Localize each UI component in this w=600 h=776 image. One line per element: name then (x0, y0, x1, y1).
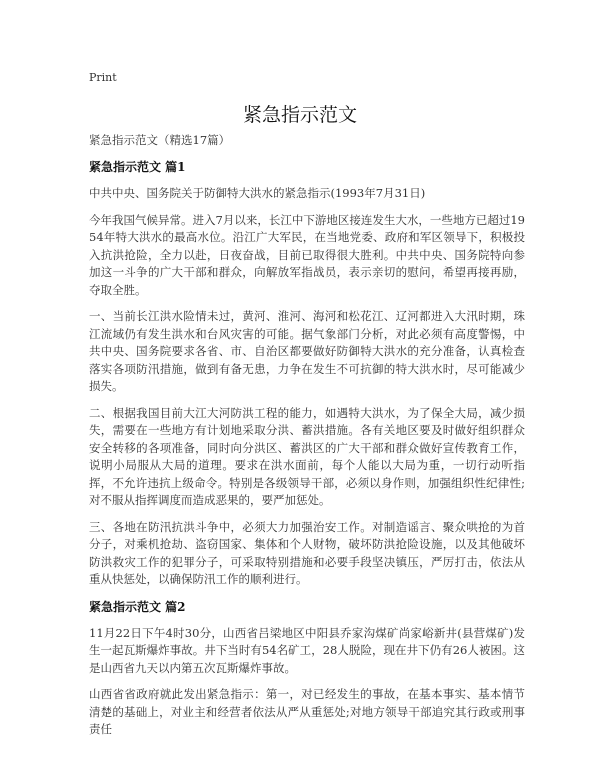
paragraph: 山西省省政府就此发出紧急指示：第一，对已经发生的事故，在基本事实、基本情节清楚的基础上，对业主和经营者依法从严从重惩处;对地方领导干部追究其行政或刑事责任 (89, 687, 525, 736)
paragraph: 二、根据我国目前大江大河防洪工程的能力，如遇特大洪水，为了保全大局，减少损失，需要在一些地方有计划地采取分洪、蓄洪措施。各有关地区要及时做好组织群众安全转移的各项准备，同时向分洪区、蓄洪区的广大干部和群众做好宣传教育工作，说明小局服从大局的道理。要求在洪水面前，每个人能以大局为重，一切行动听指挥，不允许违抗上级命令。特别是各级领导干部，必须以身作则，加强组织性纪律性;对不服从指挥调度而造成恶果的，要严加惩处。 (89, 405, 525, 507)
paragraph: 三、各地在防汛抗洪斗争中，必须大力加强治安工作。对制造谣言、聚众哄抢的为首分子，对乘机抢劫、盗窃国家、集体和个人财物，破坏防洪抢险设施，以及其他破坏防洪救灾工作的犯罪分子，可采取特别措施和必要手段坚决镇压，严厉打击，依法从重从快惩处，以确保防汛工作的顺利进行。 (89, 519, 525, 586)
document-body (89, 131, 525, 748)
section-heading: 紧急指示范文 篇2 (89, 599, 186, 614)
paragraph: 11月22日下午4时30分，山西省吕梁地区中阳县乔家沟煤矿尚家峪新井(县营煤矿)发生一起瓦斯爆炸事故。井下当时有54名矿工，28人脱险，现在井下仍有26人被困。这是山西省九天以内第五次瓦斯爆炸事故。 (89, 625, 525, 675)
print-label: Print (89, 71, 117, 84)
section-1 (89, 158, 525, 589)
document-subtitle: 紧急指示范文（精选17篇） (89, 133, 231, 147)
paragraph: 一、当前长江洪水险情未过，黄河、淮河、海河和松花江、辽河都进入大汛时期，珠江流域仍有发生洪水和台风灾害的可能。据气象部门分析，对此必须有高度警惕，中共中央、国务院要求各省、市、自治区都要做好防御特大洪水的充分准备，认真检查落实各项防汛措施，做到有备无患，力争在发生不可抗御的特大洪水时，尽可能减少损失。 (89, 309, 525, 393)
paragraph: 今年我国气候异常。进入7月以来，长江中下游地区接连发生大水，一些地方已超过1954年特大洪水的最高水位。沿江广大军民，在当地党委、政府和军区领导下，积极投入抗洪抢险，全力以赴，日夜奋战，目前已取得很大胜利。中共中央、国务院特向参加这一斗争的广大干部和群众，向解放军指战员，表示亲切的慰问，希望再接再励，夺取全胜。 (89, 212, 525, 297)
document-title: 紧急指示范文 (242, 104, 357, 126)
paragraph: 中共中央、国务院关于防御特大洪水的紧急指示(1993年7月31日) (89, 186, 426, 200)
section-heading: 紧急指示范文 篇1 (89, 160, 186, 174)
section-2 (89, 598, 525, 739)
